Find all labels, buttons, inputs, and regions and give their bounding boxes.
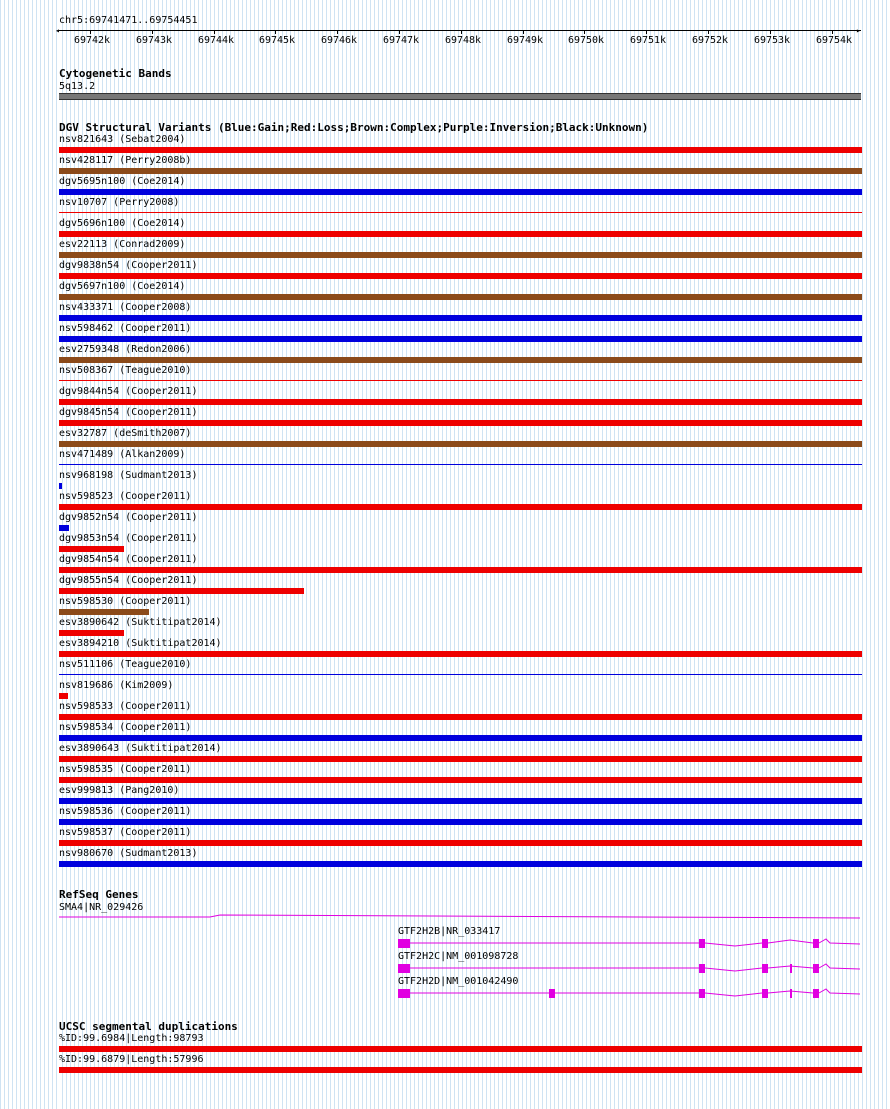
position-label: chr5:69741471..69754451 — [59, 15, 198, 26]
gene-model-gtf2h2b — [398, 939, 860, 948]
dgv-variant-label[interactable]: esv3890643 (Suktitipat2014) — [59, 743, 222, 754]
dgv-variant-label[interactable]: dgv5696n100 (Coe2014) — [59, 218, 186, 229]
dgv-variant-label[interactable]: dgv9854n54 (Cooper2011) — [59, 554, 198, 565]
dgv-variant-label[interactable]: nsv511106 (Teague2010) — [59, 659, 192, 670]
cytoband-track-title[interactable]: Cytogenetic Bands — [59, 67, 172, 80]
dgv-variant-label[interactable]: esv22113 (Conrad2009) — [59, 239, 186, 250]
dgv-variant-label[interactable]: esv2759348 (Redon2006) — [59, 344, 192, 355]
dgv-variant-label[interactable]: nsv10707 (Perry2008) — [59, 197, 180, 208]
segdup-track-title[interactable]: UCSC segmental duplications — [59, 1020, 238, 1033]
dgv-variant-label[interactable]: dgv5697n100 (Coe2014) — [59, 281, 186, 292]
dgv-variant-label[interactable]: nsv598523 (Cooper2011) — [59, 491, 192, 502]
cytoband-label: 5q13.2 — [59, 81, 96, 92]
segdup-label[interactable]: %ID:99.6879|Length:57996 — [59, 1054, 204, 1065]
ruler-tick-label: 69746k — [320, 35, 358, 46]
ruler-tick-label: 69743k — [135, 35, 173, 46]
gene-model-gtf2h2c — [398, 964, 860, 973]
gene-label-gtf2h2c[interactable]: GTF2H2C|NM_001098728 — [398, 951, 519, 962]
dgv-variant-label[interactable]: nsv598535 (Cooper2011) — [59, 764, 192, 775]
dgv-variant-label[interactable]: nsv433371 (Cooper2008) — [59, 302, 192, 313]
ruler-tick-label: 69751k — [629, 35, 667, 46]
segdup-bar[interactable] — [59, 1046, 862, 1052]
gene-model-sma4 — [59, 915, 860, 918]
ruler-tick-label: 69748k — [444, 35, 482, 46]
dgv-variant-label[interactable]: dgv9838n54 (Cooper2011) — [59, 260, 198, 271]
dgv-variant-label[interactable]: nsv598534 (Cooper2011) — [59, 722, 192, 733]
gene-label-gtf2h2d[interactable]: GTF2H2D|NM_001042490 — [398, 976, 519, 987]
ruler-left-arrow-icon: ◂ — [55, 26, 60, 35]
dgv-variant-label[interactable]: nsv428117 (Perry2008b) — [59, 155, 192, 166]
ruler-right-arrow-icon: ▸ — [856, 26, 861, 35]
segdup-label[interactable]: %ID:99.6984|Length:98793 — [59, 1033, 204, 1044]
segdup-bar[interactable] — [59, 1067, 862, 1073]
ruler-tick-label: 69753k — [753, 35, 791, 46]
gene-model-gtf2h2d — [398, 989, 860, 998]
dgv-variant-label[interactable]: dgv9853n54 (Cooper2011) — [59, 533, 198, 544]
ruler-tick-label: 69749k — [506, 35, 544, 46]
dgv-variant-label[interactable]: dgv9855n54 (Cooper2011) — [59, 575, 198, 586]
dgv-variant-label[interactable]: dgv5695n100 (Coe2014) — [59, 176, 186, 187]
dgv-variant-label[interactable]: esv3890642 (Suktitipat2014) — [59, 617, 222, 628]
dgv-variant-label[interactable]: nsv968198 (Sudmant2013) — [59, 470, 198, 481]
dgv-variant-label[interactable]: esv32787 (deSmith2007) — [59, 428, 192, 439]
ruler-tick-label: 69747k — [382, 35, 420, 46]
dgv-variant-label[interactable]: esv999813 (Pang2010) — [59, 785, 180, 796]
dgv-variant-label[interactable]: nsv598533 (Cooper2011) — [59, 701, 192, 712]
ruler-tick-label: 69752k — [691, 35, 729, 46]
ruler-tick-label: 69745k — [258, 35, 296, 46]
dgv-variant-label[interactable]: esv3894210 (Suktitipat2014) — [59, 638, 222, 649]
dgv-variant-label[interactable]: nsv821643 (Sebat2004) — [59, 134, 186, 145]
gene-label-gtf2h2b[interactable]: GTF2H2B|NR_033417 — [398, 926, 501, 937]
ruler-tick-label: 69742k — [73, 35, 111, 46]
refseq-track-title[interactable]: RefSeq Genes — [59, 888, 139, 901]
dgv-variant-label[interactable]: dgv9844n54 (Cooper2011) — [59, 386, 198, 397]
ruler-tick-label: 69750k — [567, 35, 605, 46]
dgv-variant-label[interactable]: nsv819686 (Kim2009) — [59, 680, 174, 691]
ruler-tick-label: 69744k — [197, 35, 235, 46]
dgv-variant-label[interactable]: nsv980670 (Sudmant2013) — [59, 848, 198, 859]
dgv-variant-label[interactable]: nsv598530 (Cooper2011) — [59, 596, 192, 607]
dgv-variant-label[interactable]: dgv9852n54 (Cooper2011) — [59, 512, 198, 523]
dgv-variant-label[interactable]: nsv598536 (Cooper2011) — [59, 806, 192, 817]
dgv-variant-label[interactable]: dgv9845n54 (Cooper2011) — [59, 407, 198, 418]
dgv-track-title[interactable]: DGV Structural Variants (Blue:Gain;Red:Loss;Brown:Complex;Purple:Inversion;Black:Unknown) — [59, 121, 649, 134]
dgv-variant-label[interactable]: nsv598537 (Cooper2011) — [59, 827, 192, 838]
dgv-variant-label[interactable]: nsv598462 (Cooper2011) — [59, 323, 192, 334]
gene-label-sma4[interactable]: SMA4|NR_029426 — [59, 902, 144, 913]
dgv-variant-label[interactable]: nsv471489 (Alkan2009) — [59, 449, 186, 460]
dgv-variant-label[interactable]: nsv508367 (Teague2010) — [59, 365, 192, 376]
ruler-tick-label: 69754k — [815, 35, 853, 46]
